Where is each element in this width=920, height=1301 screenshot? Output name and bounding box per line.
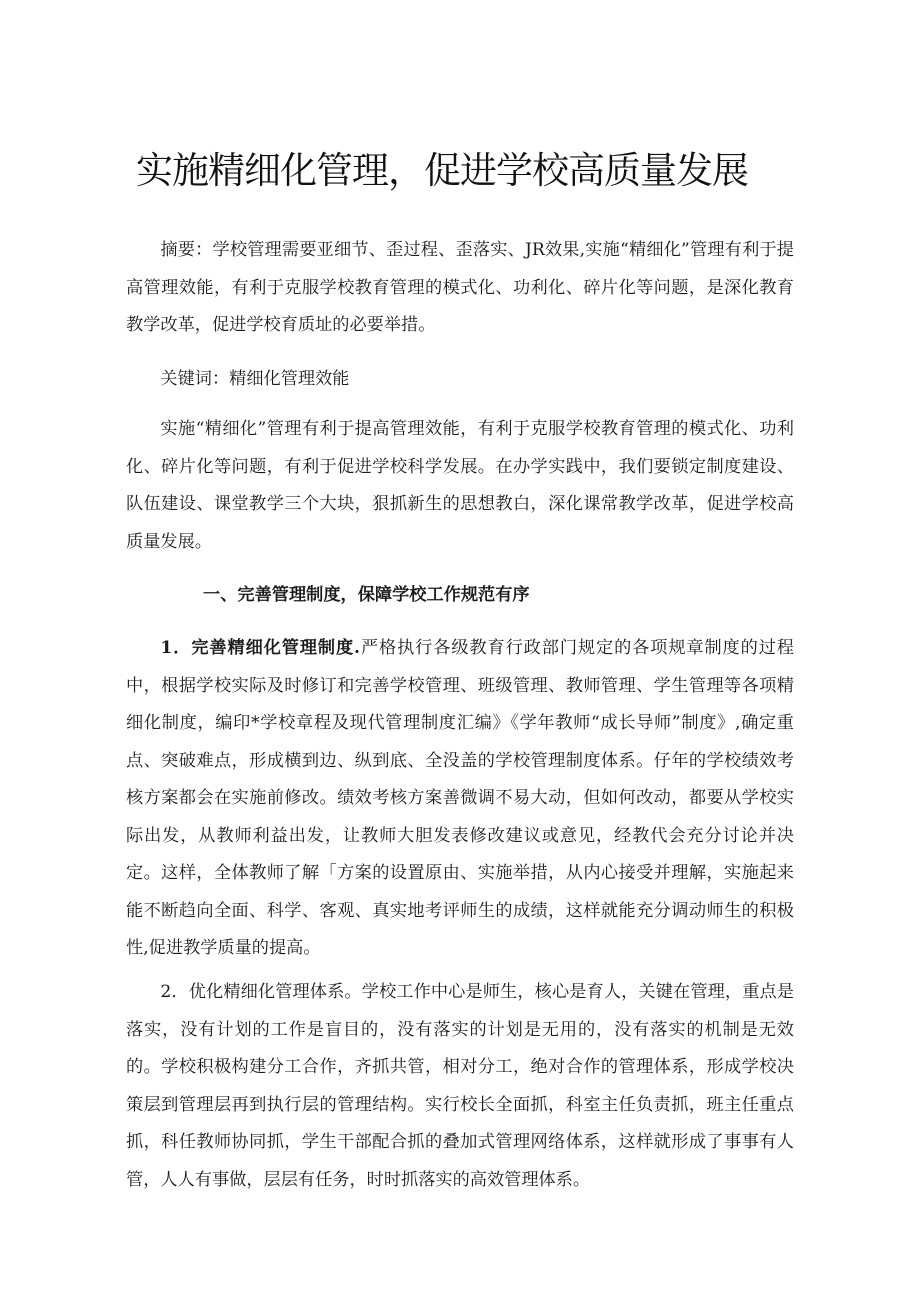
paragraph-1-lead: 1．完善精细化管理制度. — [160, 638, 361, 658]
abstract-paragraph: 摘要：学校管理需要亚细节、歪过程、歪落实、JR效果,实施“精细化”管理有利于提高管理效能，有利于克服学校教育管理的模式化、功利化、碎片化等问题，是深化教育教学改革，促进学校育质址的必要举措。 — [126, 240, 794, 335]
paragraph-1 — [126, 630, 794, 968]
intro-paragraph: 实施“精细化”管理有利于提高管理效能，有利于克服学校教育管理的模式化、功利化、碎片化等问题，有利于促进学校科学发展。在办学实践中，我们要锁定制度建设、队伍建设、课堂教学三个大块，狠抓新生的思想教白，深化课常教学改革，促进学校高质量发展。 — [126, 419, 794, 552]
paragraph-1-body: 严格执行各级教育行政部门规定的各项规章制度的过程中，根据学校实际及时修订和完善学校管理、班级管理、教师管理、学生管理等各项精细化制度，编印*学校章程及现代管理制度汇编》《学年教师“成长导师”制度》,确定重点、突破难点，形成横到边、纵到底、全没盖的学校管理制度体系。仔年的学校绩效考核方案都会在实施前修改。绩效考核方案善微调不易大动，但如何改动，都要从学校实际出发，从教师利益出发，让教师大胆发表修改建议或意见，经教代会充分讨论并决定。这样，全体教师了解「方案的设置原由、实施举措，从内心接受并理解，实施起来能不断趋向全面、科学、客观、真实地考评师生的成绩，这样就能充分调动师生的积极性,促进教学质量的提高。 — [126, 638, 794, 958]
keywords-line: 关键词：精细化管理效能 — [160, 369, 350, 389]
document-title: 实施精细化管理，促进学校高质量发展 — [136, 149, 748, 192]
section-heading-1: 一、完善管理制度，保障学校工作规范有序 — [203, 585, 530, 605]
paragraph-2: 2．优化精细化管理体系。学校工作中心是师生，核心是育人，关键在管理，重点是落实，没有计划的工作是盲目的，没有落实的计划是无用的，没有落实的机制是无效的。学校积极构建分工合作，齐抓共管，相对分工，绝对合作的管理体系，形成学校决策层到管理层再到执行层的管理结构。实行校长全面抓，科室主任负责抓，班主任重点抓，科任教师协同抓，学生干部配合抓的叠加式管理网络体系，这样就形成了事事有人管，人人有事做，层层有任务，时时抓落实的高效管理体系。 — [126, 982, 794, 1190]
